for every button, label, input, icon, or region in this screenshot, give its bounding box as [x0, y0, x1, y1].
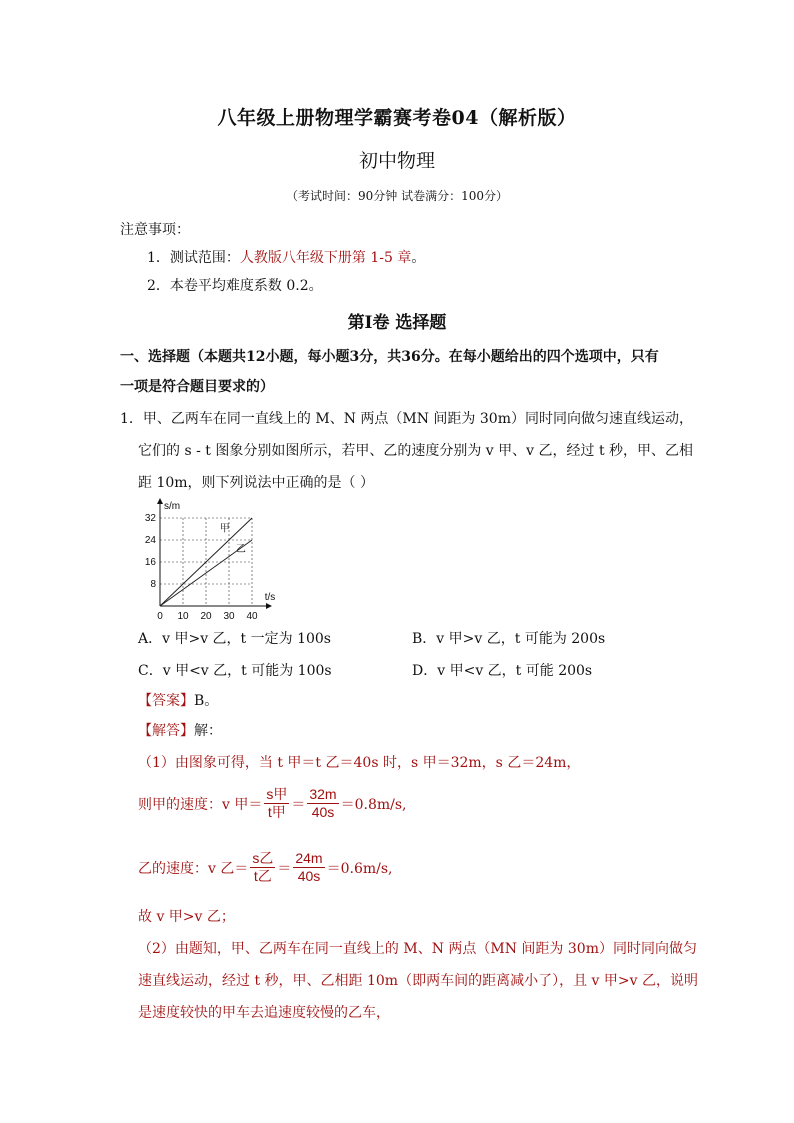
y-axis-arrow [157, 498, 163, 504]
question-1-line-2: 它们的 s - t 图象分别如图所示，若甲、乙的速度分别为 v 甲、v 乙，经过 t 秒，甲、乙相 [138, 443, 694, 459]
part-intro-line-1: 一、选择题（本题共12小题，每小题3分，共36分。在每小题给出的四个选项中，只有 [120, 349, 659, 365]
fraction-denominator: t乙 [253, 868, 272, 884]
page-title: 八年级上册物理学霸赛考卷04（解析版） [217, 107, 577, 129]
x-axis-arrow [266, 603, 272, 609]
y-tick-label: 8 [150, 579, 156, 590]
formula-v-jia-result: ＝0.8m/s, [340, 796, 407, 813]
answer-line [138, 690, 218, 710]
option-b: B．v 甲>v 乙，t 可能为 200s [412, 631, 606, 647]
fraction-numerator: s乙 [252, 850, 274, 866]
x-tick-label: 0 [157, 611, 163, 621]
page-subtitle: 初中物理 [358, 150, 435, 172]
option-d: D．v 甲<v 乙，t 可能 200s [412, 663, 593, 679]
fraction-numerator: s甲 [266, 786, 288, 802]
analysis-step-2-line-2: 速直线运动，经过 t 秒，甲、乙相距 10m（即两车间的距离减小了），且 v 甲>v 乙，说明 [138, 973, 698, 989]
analysis-label: 【解答】 [138, 723, 194, 739]
equals-sign: ＝ [291, 796, 306, 813]
fraction-24m-over-40s [293, 850, 324, 885]
x-tick-label: 10 [177, 611, 189, 621]
formula-v-jia-prefix: 则甲的速度：v 甲＝ [138, 796, 263, 813]
x-tick-label: 40 [246, 611, 258, 621]
notes-item-1-prefix: 1．测试范围： [147, 250, 240, 266]
equals-sign: ＝ [277, 860, 292, 877]
analysis-conclusion: 故 v 甲>v 乙； [138, 909, 235, 925]
formula-v-yi-prefix: 乙的速度：v 乙＝ [138, 860, 249, 877]
x-axis-label: t/s [264, 592, 276, 603]
formula-v-jia [138, 786, 407, 821]
fraction-denominator: t甲 [267, 804, 286, 820]
notes-item-1-suffix: 。 [411, 250, 426, 266]
analysis-step-1: （1）由图象可得，当 t 甲＝t 乙＝40s 时，s 甲＝32m，s 乙＝24m， [138, 755, 581, 771]
notes-heading: 注意事项： [120, 222, 190, 238]
option-a: A．v 甲>v 乙，t 一定为 100s [138, 631, 331, 647]
y-tick-label: 32 [144, 513, 156, 524]
formula-v-yi [138, 850, 393, 885]
part-intro-line-2: 一项是符合题目要求的） [120, 379, 274, 395]
formula-v-yi-result: ＝0.6m/s, [326, 860, 393, 877]
section-title: 第Ⅰ卷 选择题 [347, 313, 447, 333]
exam-info: （考试时间：90分钟 试卷满分：100分） [286, 189, 508, 203]
answer-value: B。 [194, 693, 219, 709]
y-axis-label: s/m [164, 501, 181, 512]
st-graph [140, 496, 290, 621]
y-tick-label: 16 [144, 557, 156, 568]
analysis-step-2-line-3: 是速度较快的甲车去追速度较慢的乙车， [138, 1005, 390, 1021]
notes-item-1 [147, 247, 425, 267]
fraction-numerator: 32m [309, 786, 337, 802]
series-label-yi: 乙 [235, 544, 246, 555]
fraction-numerator: 24m [295, 850, 323, 866]
analysis-step-2-line-1: （2）由题知，甲、乙两车在同一直线上的 M、N 两点（MN 间距为 30m）同时同向做匀 [138, 941, 697, 957]
fraction-32m-over-40s [307, 786, 338, 821]
x-tick-label: 20 [200, 611, 212, 621]
question-1-line-1: 1．甲、乙两车在同一直线上的 M、N 两点（MN 间距为 30m）同时同向做匀速直线运动， [120, 411, 693, 427]
notes-item-2: 2．本卷平均难度系数 0.2。 [147, 278, 323, 294]
fraction-s-jia-over-t-jia [264, 786, 289, 821]
analysis-label-suffix: 解： [194, 723, 222, 739]
answer-label: 【答案】 [138, 693, 194, 709]
analysis-heading [138, 720, 222, 740]
x-tick-label: 30 [223, 611, 235, 621]
notes-item-1-scope: 人教版八年级下册第 1-5 章 [239, 250, 412, 266]
fraction-s-yi-over-t-yi [250, 850, 275, 885]
y-tick-label: 24 [144, 535, 156, 546]
fraction-denominator: 40s [297, 868, 321, 884]
question-1-line-3: 距 10m，则下列说法中正确的是（ ） [138, 475, 374, 491]
fraction-denominator: 40s [311, 804, 335, 820]
series-label-jia: 甲 [219, 523, 230, 535]
option-c: C．v 甲<v 乙，t 可能为 100s [138, 663, 332, 679]
